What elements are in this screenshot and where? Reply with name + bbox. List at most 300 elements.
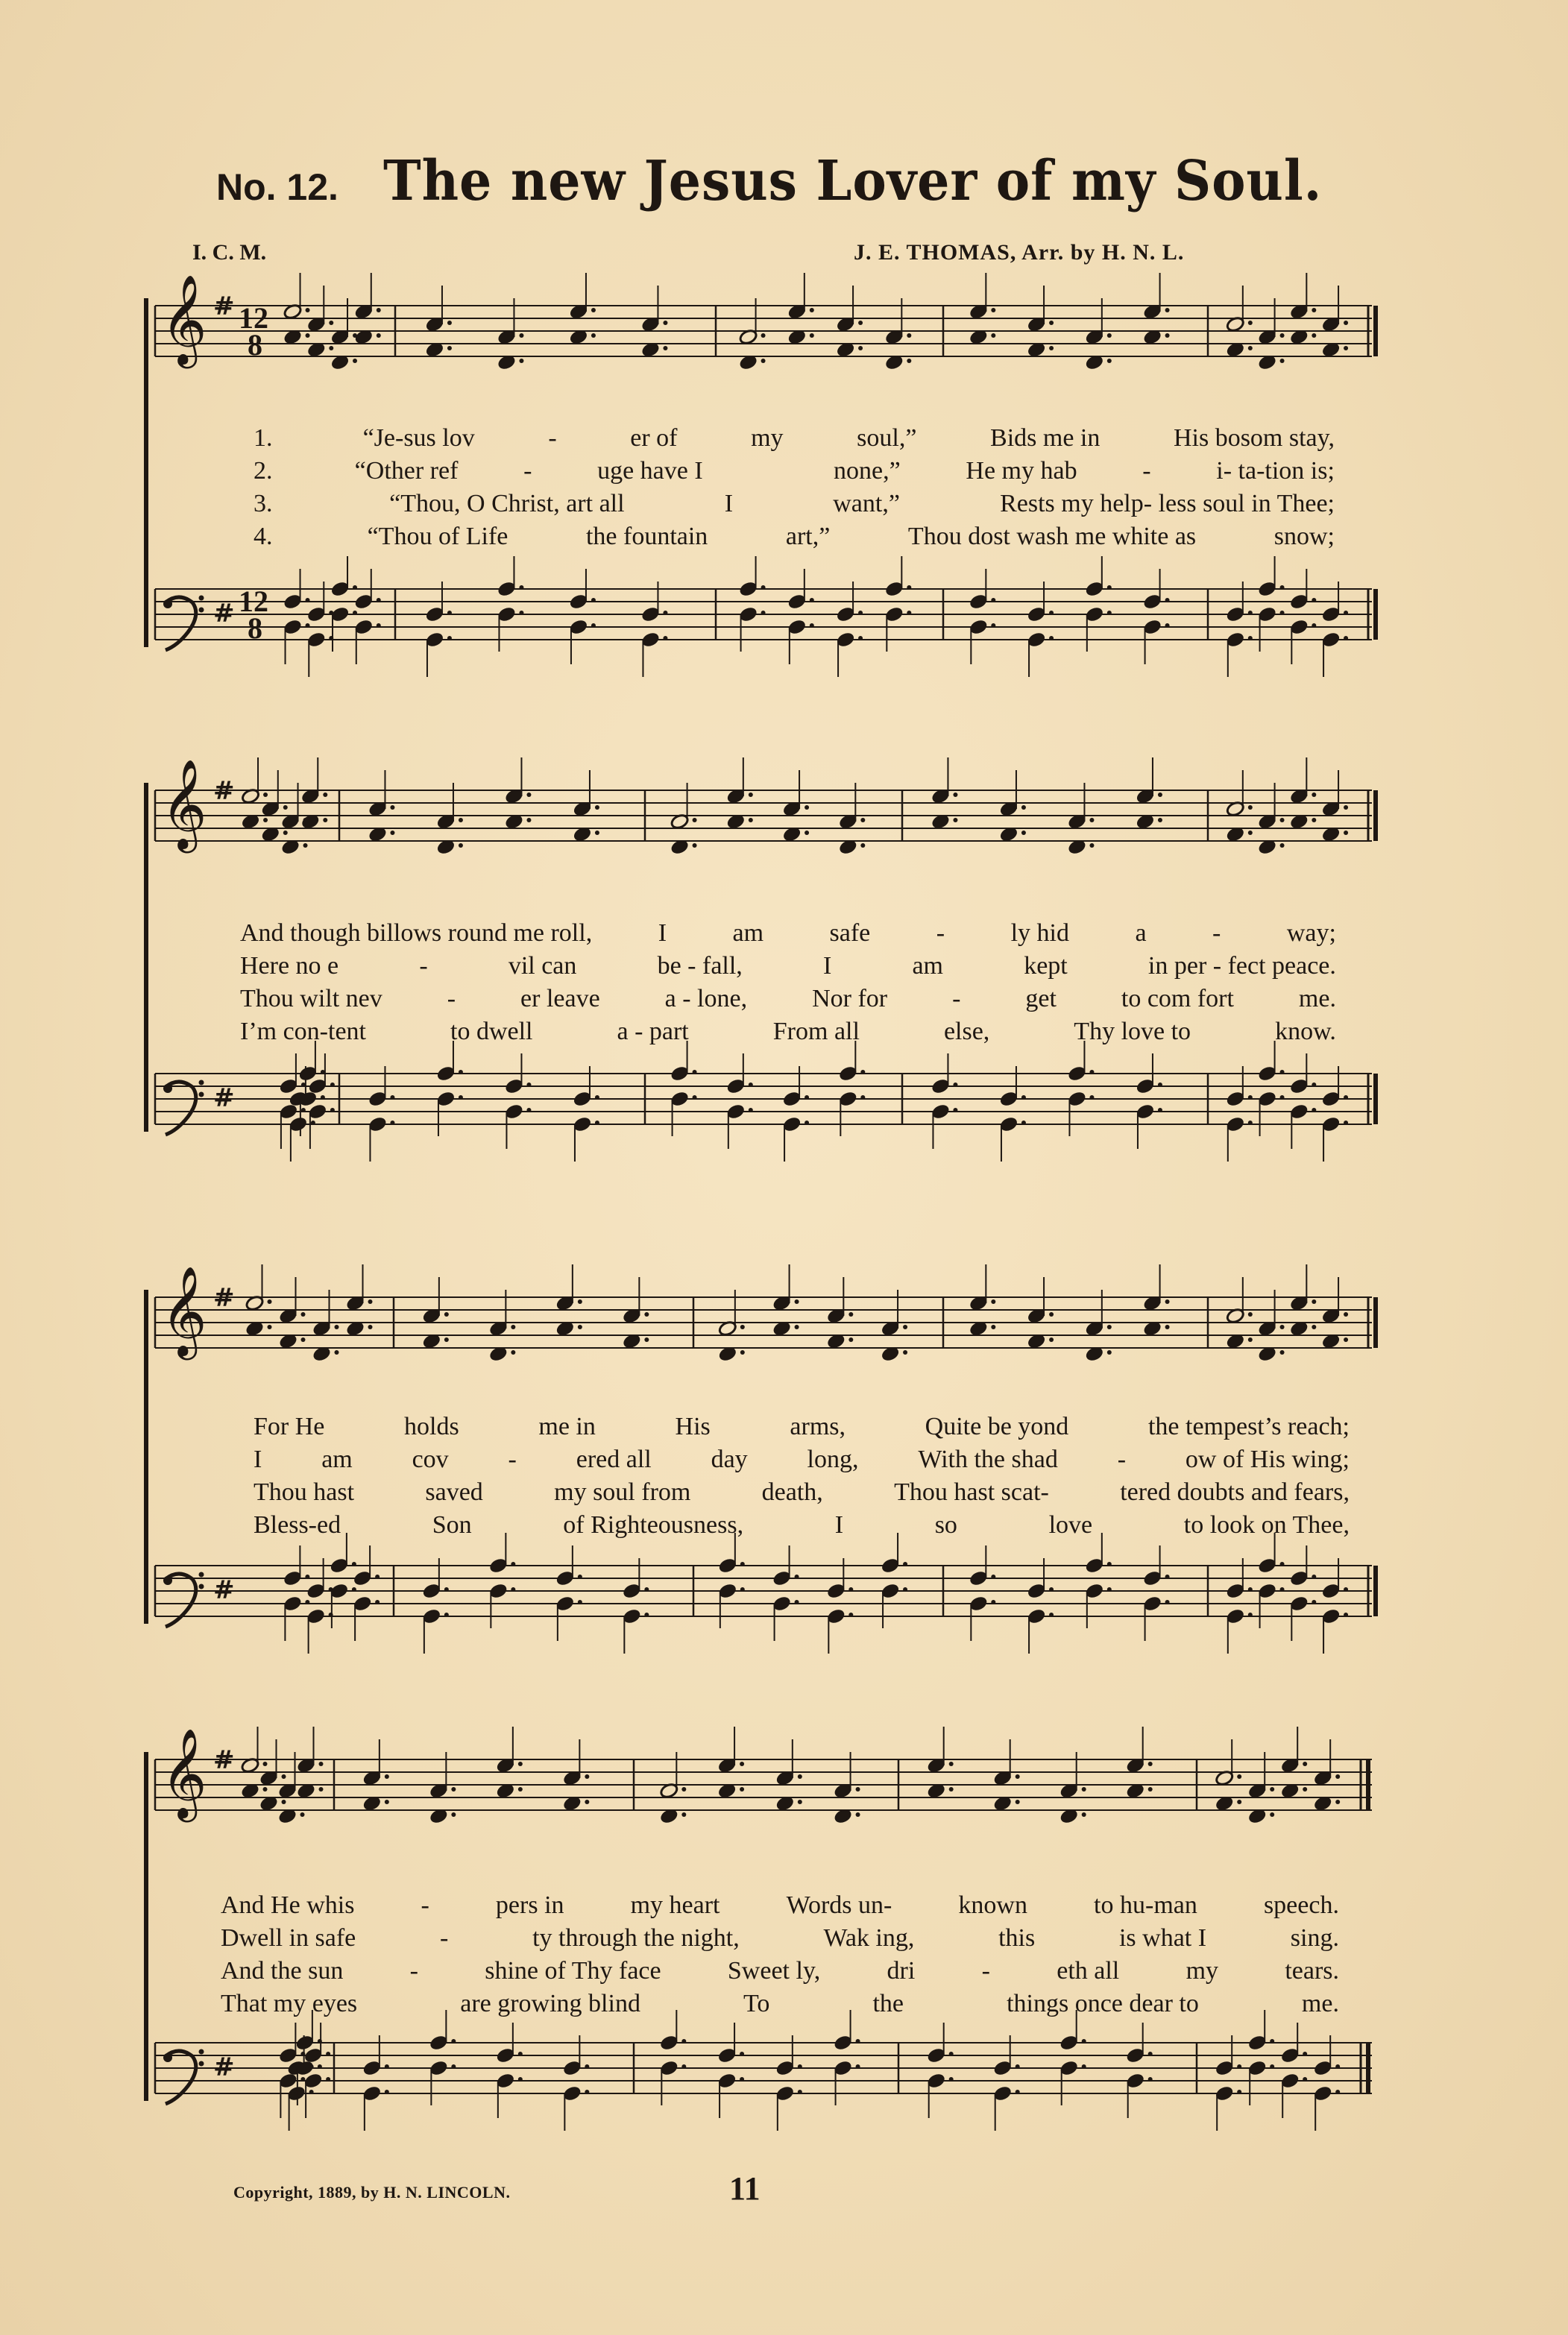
- note-dot: [329, 321, 333, 325]
- note-dot: [1280, 843, 1285, 848]
- lyric-syllable: I’m con-tent: [240, 1018, 366, 1045]
- lyric-syllable: art,”: [785, 523, 831, 550]
- lyric-syllable: Here no e: [240, 952, 339, 980]
- treble-staff: [155, 790, 1372, 841]
- lyric-syllable: -: [936, 919, 945, 947]
- note-dot: [447, 636, 452, 640]
- note-dot: [335, 1325, 339, 1329]
- lyric-syllable: I: [658, 919, 667, 947]
- lyric-syllable: things once dear to: [1007, 1990, 1199, 2017]
- lyric-syllable: For He: [254, 1413, 325, 1440]
- note-dot: [1049, 1613, 1054, 1617]
- lyric-syllable: get: [1025, 985, 1057, 1012]
- note-dot: [451, 1787, 456, 1792]
- lyric-syllable: Sweet ly,: [727, 1957, 821, 1985]
- note-dot: [856, 1812, 860, 1817]
- note-dot: [1158, 818, 1162, 822]
- note-dot: [578, 1299, 582, 1304]
- lyric-syllable: vil can: [508, 952, 577, 980]
- lyric-syllable: I: [822, 952, 832, 980]
- note-dot: [1248, 321, 1253, 325]
- note-dot: [352, 1562, 356, 1566]
- note-dot: [991, 1325, 995, 1329]
- treble-staff: [155, 1759, 1372, 1810]
- note-dot: [795, 1299, 799, 1304]
- note-dot: [810, 308, 814, 312]
- lyric-syllable: me in: [538, 1413, 596, 1440]
- note-dot: [335, 1350, 339, 1355]
- note-dot: [301, 1108, 306, 1112]
- lyric-syllable: to dwell: [450, 1018, 533, 1045]
- note-dot: [1089, 1095, 1094, 1100]
- lyric-syllable: day: [711, 1446, 748, 1473]
- note-dot: [353, 611, 357, 615]
- note-dot: [1021, 831, 1026, 835]
- note-dot: [848, 1312, 853, 1317]
- note-dot: [390, 831, 394, 835]
- note-dot: [860, 843, 865, 848]
- note-dot: [451, 2039, 456, 2043]
- note-dot: [860, 1070, 865, 1074]
- note-dot: [1280, 818, 1285, 822]
- lyric-syllable: way;: [1286, 919, 1336, 947]
- note-dot: [860, 818, 865, 822]
- note-dot: [1280, 1325, 1285, 1329]
- note-dot: [1280, 1350, 1285, 1355]
- note-dot: [644, 1337, 649, 1342]
- note-dot: [644, 1312, 649, 1317]
- note-dot: [693, 843, 697, 848]
- lyric-syllable: I: [724, 490, 734, 517]
- note-dot: [856, 1787, 860, 1792]
- note-dot: [1049, 636, 1054, 640]
- note-dot: [526, 1083, 531, 1087]
- note-dot: [591, 333, 596, 338]
- note-dot: [519, 611, 523, 615]
- lyric-syllable: -: [1212, 919, 1221, 947]
- note-dot: [1344, 636, 1348, 640]
- lyric-line: [254, 520, 1335, 553]
- lyric-syllable: ow of His wing;: [1185, 1446, 1350, 1473]
- lyric-syllable: Nor for: [812, 985, 888, 1012]
- note-dot: [805, 1121, 809, 1125]
- time-signature-top: 12: [239, 584, 268, 618]
- lyric-syllable: I: [834, 1511, 844, 1539]
- note-dot: [907, 359, 911, 363]
- lyric-syllable: this: [998, 1924, 1036, 1952]
- note-dot: [306, 308, 310, 312]
- note-dot: [268, 1299, 272, 1304]
- note-dot: [444, 1587, 449, 1592]
- lyric-syllable: a: [1135, 919, 1147, 947]
- lyric-syllable: Thou hast: [254, 1478, 355, 1506]
- lyric-syllable: ly hid: [1010, 919, 1069, 947]
- note-dot: [1049, 1312, 1054, 1317]
- note-dot: [1248, 636, 1253, 640]
- note-dot: [1049, 611, 1054, 615]
- note-dot: [1107, 1350, 1112, 1355]
- note-dot: [1148, 2077, 1153, 2082]
- note-dot: [903, 1562, 907, 1566]
- note-dot: [858, 321, 863, 325]
- note-dot: [263, 1762, 268, 1766]
- lyric-syllable: His: [675, 1413, 711, 1440]
- note-dot: [749, 1108, 753, 1112]
- note-dot: [740, 1587, 745, 1592]
- lyric-syllable: want,”: [833, 490, 900, 517]
- note-dot: [949, 1762, 954, 1766]
- treble-clef-icon: [161, 1265, 207, 1360]
- lyric-syllable: saved: [425, 1478, 483, 1506]
- lyric-syllable: a - part: [617, 1018, 689, 1045]
- lyric-syllable: arms,: [790, 1413, 846, 1440]
- bass-clef-icon: [163, 1080, 204, 1135]
- lyric-syllable: Wak ing,: [823, 1924, 915, 1952]
- note-dot: [1021, 1095, 1026, 1100]
- note-dot: [459, 843, 463, 848]
- lyric-syllable: Thou hast scat-: [894, 1478, 1049, 1506]
- lyric-syllable: That my eyes: [221, 1990, 358, 2017]
- note-dot: [263, 792, 268, 797]
- note-dot: [1303, 1787, 1307, 1792]
- note-dot: [323, 792, 327, 797]
- note-dot: [1248, 1587, 1253, 1592]
- lyric-syllable: er of: [630, 424, 678, 452]
- note-dot: [1270, 2039, 1274, 2043]
- note-dot: [848, 1587, 853, 1592]
- lyric-syllable: be - fall,: [657, 952, 743, 980]
- note-dot: [591, 598, 596, 602]
- lyric-syllable: Dwell in safe: [221, 1924, 356, 1952]
- note-dot: [518, 2052, 523, 2056]
- verse-number: 2.: [254, 457, 273, 485]
- note-dot: [681, 2064, 686, 2069]
- time-signature-top: 12: [239, 301, 268, 335]
- note-dot: [1158, 1083, 1162, 1087]
- note-dot: [1021, 805, 1026, 810]
- note-dot: [578, 1600, 582, 1604]
- lyric-syllable: me.: [1298, 985, 1336, 1012]
- note-dot: [949, 2077, 954, 2082]
- svg-text:𝄞: 𝄞: [161, 758, 207, 849]
- note-dot: [1312, 333, 1316, 338]
- note-dot: [1248, 1121, 1253, 1125]
- lyric-syllable: the: [872, 1990, 904, 2017]
- lyrics-block-3: [254, 1411, 1350, 1542]
- note-dot: [798, 1800, 802, 1804]
- lyric-syllable: Thy love to: [1074, 1018, 1191, 1045]
- note-dot: [907, 611, 911, 615]
- lyric-syllable: my: [751, 424, 784, 452]
- note-dot: [1344, 1095, 1348, 1100]
- note-dot: [860, 1095, 865, 1100]
- note-dot: [330, 1083, 335, 1087]
- lyric-syllable: cov: [412, 1446, 449, 1473]
- note-dot: [519, 359, 523, 363]
- note-dot: [749, 818, 753, 822]
- lyric-syllable: are growing blind: [460, 1990, 640, 2017]
- note-dot: [903, 1350, 907, 1355]
- note-dot: [1237, 2064, 1241, 2069]
- note-dot: [321, 1095, 325, 1100]
- note-dot: [1312, 1325, 1316, 1329]
- lyric-line: [221, 1988, 1339, 2020]
- treble-clef-icon: [161, 1727, 207, 1822]
- lyric-syllable: none,”: [834, 457, 901, 485]
- note-dot: [953, 818, 957, 822]
- lyric-syllable: Quite be yond: [925, 1413, 1069, 1440]
- note-dot: [1312, 818, 1316, 822]
- note-dot: [447, 611, 452, 615]
- lyric-syllable: speech.: [1263, 1891, 1339, 1919]
- note-dot: [1089, 843, 1094, 848]
- note-dot: [1016, 2064, 1020, 2069]
- note-dot: [305, 1575, 309, 1579]
- note-dot: [949, 1787, 954, 1792]
- note-dot: [798, 2090, 802, 2094]
- lyric-syllable: dri: [887, 1957, 916, 1985]
- lyric-syllable: “Other ref: [354, 457, 459, 485]
- note-dot: [385, 2064, 389, 2069]
- note-dot: [903, 1325, 907, 1329]
- lyric-syllable: snow;: [1273, 523, 1335, 550]
- note-dot: [595, 831, 599, 835]
- note-dot: [1021, 1121, 1026, 1125]
- note-dot: [1049, 346, 1054, 350]
- lyric-line: [254, 455, 1335, 488]
- note-dot: [1148, 1762, 1153, 1766]
- note-dot: [663, 321, 667, 325]
- lyric-syllable: me.: [1301, 1990, 1339, 2017]
- lyric-syllable: to hu-man: [1094, 1891, 1197, 1919]
- lyric-syllable: -: [409, 1957, 418, 1985]
- note-dot: [385, 1774, 389, 1779]
- note-dot: [1107, 359, 1112, 363]
- sharp-key-signature-icon: #: [213, 1575, 235, 1605]
- note-dot: [1016, 2090, 1020, 2094]
- note-dot: [693, 818, 697, 822]
- note-dot: [390, 1095, 394, 1100]
- note-dot: [585, 2090, 589, 2094]
- note-dot: [1049, 1587, 1054, 1592]
- note-dot: [749, 792, 753, 797]
- lyric-syllable: a - lone,: [664, 985, 748, 1012]
- note-dot: [319, 1787, 324, 1792]
- lyrics-block-4: [221, 1889, 1339, 2020]
- note-dot: [1312, 308, 1316, 312]
- lyric-syllable: holds: [404, 1413, 459, 1440]
- lyric-syllable: the fountain: [585, 523, 708, 550]
- treble-staff: [155, 306, 1372, 356]
- note-dot: [1280, 611, 1285, 615]
- sharp-key-signature-icon: #: [213, 1745, 235, 1775]
- note-dot: [1165, 623, 1170, 628]
- note-dot: [368, 1299, 373, 1304]
- note-dot: [1280, 585, 1285, 590]
- note-dot: [585, 2064, 589, 2069]
- note-dot: [991, 1600, 995, 1604]
- lyric-syllable: -: [1142, 457, 1151, 485]
- note-dot: [858, 636, 863, 640]
- copyright-notice: Copyright, 1889, by H. N. LINCOLN.: [233, 2183, 511, 2202]
- lyric-line: [254, 1411, 1350, 1443]
- lyric-syllable: eth all: [1057, 1957, 1120, 1985]
- note-dot: [761, 359, 766, 363]
- note-dot: [306, 623, 310, 628]
- note-dot: [377, 308, 381, 312]
- sharp-key-signature-icon: #: [213, 776, 235, 806]
- note-dot: [1280, 333, 1285, 338]
- meter-label: I. C. M.: [192, 240, 267, 265]
- note-dot: [306, 333, 310, 338]
- note-dot: [907, 333, 911, 338]
- lyric-syllable: shine of Thy face: [485, 1957, 661, 1985]
- note-dot: [368, 1325, 373, 1329]
- note-dot: [693, 1070, 697, 1074]
- lyric-syllable: -: [1117, 1446, 1127, 1473]
- lyric-syllable: am: [912, 952, 944, 980]
- note-dot: [385, 1800, 389, 1804]
- lyric-syllable: else,: [943, 1018, 990, 1045]
- note-dot: [1270, 2064, 1274, 2069]
- note-dot: [595, 1095, 599, 1100]
- note-dot: [1248, 805, 1253, 810]
- lyric-syllable: know.: [1275, 1018, 1336, 1045]
- note-dot: [681, 2039, 686, 2043]
- title-row: [216, 149, 1404, 216]
- note-dot: [1344, 805, 1348, 810]
- note-dot: [903, 1587, 907, 1592]
- note-dot: [953, 792, 957, 797]
- note-dot: [375, 1575, 380, 1579]
- note-dot: [309, 2090, 314, 2094]
- lyric-line: [254, 422, 1335, 455]
- lyric-syllable: love: [1048, 1511, 1093, 1539]
- lyric-line: [254, 488, 1335, 520]
- note-dot: [301, 1312, 306, 1317]
- note-dot: [761, 585, 766, 590]
- lyric-syllable: To: [743, 1990, 770, 2017]
- note-dot: [1082, 1812, 1086, 1817]
- lyric-line: [254, 1476, 1350, 1509]
- note-dot: [377, 333, 381, 338]
- composer-credit: J. E. THOMAS, Arr. by H. N. L.: [854, 240, 1185, 265]
- lyric-syllable: -: [421, 1891, 429, 1919]
- note-dot: [1312, 1575, 1316, 1579]
- note-dot: [451, 1812, 456, 1817]
- lyric-syllable: Words un-: [786, 1891, 892, 1919]
- lyric-syllable: His bosom stay,: [1173, 424, 1335, 452]
- verse-number: 3.: [254, 490, 273, 517]
- lyric-syllable: With the shad: [918, 1446, 1058, 1473]
- note-dot: [1089, 1070, 1094, 1074]
- note-dot: [1165, 1600, 1170, 1604]
- note-dot: [518, 1787, 523, 1792]
- note-dot: [740, 2052, 744, 2056]
- lyric-line: [221, 1955, 1339, 1988]
- note-dot: [1303, 1762, 1307, 1766]
- note-dot: [1148, 1787, 1153, 1792]
- note-dot: [1237, 2090, 1241, 2094]
- note-dot: [644, 1587, 649, 1592]
- note-dot: [848, 1613, 853, 1617]
- sharp-key-signature-icon: #: [213, 2052, 235, 2082]
- note-dot: [519, 585, 523, 590]
- note-dot: [1344, 346, 1348, 350]
- treble-clef-icon: [161, 758, 207, 853]
- lyric-syllable: of Righteousness,: [563, 1511, 744, 1539]
- lyric-syllable: I: [254, 1446, 262, 1473]
- note-dot: [1016, 1774, 1020, 1779]
- lyric-syllable: tered doubts and fears,: [1120, 1478, 1350, 1506]
- note-dot: [795, 1575, 799, 1579]
- note-dot: [663, 611, 667, 615]
- lyric-syllable: sing.: [1290, 1924, 1339, 1952]
- note-dot: [991, 308, 995, 312]
- lyric-syllable: And though billows round me roll,: [240, 919, 593, 947]
- note-dot: [1158, 792, 1162, 797]
- lyric-syllable: And the sun: [221, 1957, 344, 1985]
- note-dot: [511, 1562, 515, 1566]
- note-dot: [1270, 1812, 1274, 1817]
- note-dot: [1312, 1108, 1316, 1112]
- lyric-syllable: soul,”: [857, 424, 917, 452]
- note-dot: [283, 831, 288, 835]
- note-dot: [1280, 1070, 1285, 1074]
- note-dot: [1165, 1299, 1170, 1304]
- note-dot: [949, 2052, 954, 2056]
- lyric-syllable: -: [952, 985, 961, 1012]
- lyric-syllable: -: [447, 985, 456, 1012]
- hymn-title: The new Jesus Lover of my Soul.: [382, 149, 1323, 213]
- note-dot: [740, 1350, 745, 1355]
- note-dot: [585, 1800, 589, 1804]
- note-dot: [856, 2039, 860, 2043]
- time-signature: [239, 301, 268, 362]
- lyric-syllable: so: [934, 1511, 957, 1539]
- note-dot: [459, 1070, 463, 1074]
- lyric-line: [254, 1443, 1350, 1476]
- note-dot: [1280, 1587, 1285, 1592]
- note-dot: [319, 1762, 324, 1766]
- lyric-syllable: to look on Thee,: [1183, 1511, 1350, 1539]
- note-dot: [318, 2064, 322, 2069]
- note-dot: [1107, 1325, 1112, 1329]
- note-dot: [1312, 1600, 1316, 1604]
- treble-staff: [155, 1297, 1372, 1348]
- note-dot: [1335, 2090, 1340, 2094]
- bass-clef-icon: [163, 596, 204, 651]
- lyric-syllable: i- ta-tion is;: [1216, 457, 1335, 485]
- note-dot: [1280, 1562, 1285, 1566]
- lyric-syllable: From all: [772, 1018, 860, 1045]
- note-dot: [447, 321, 452, 325]
- note-dot: [749, 1083, 753, 1087]
- lyric-syllable: Thou wilt nev: [240, 985, 382, 1012]
- note-dot: [991, 1299, 995, 1304]
- note-dot: [1303, 2077, 1307, 2082]
- note-dot: [693, 1095, 697, 1100]
- note-dot: [329, 346, 333, 350]
- note-dot: [300, 1812, 305, 1817]
- note-dot: [1248, 346, 1253, 350]
- note-dot: [578, 1575, 582, 1579]
- note-dot: [263, 818, 268, 822]
- note-dot: [591, 308, 596, 312]
- note-dot: [1165, 1575, 1170, 1579]
- note-dot: [740, 1787, 744, 1792]
- note-dot: [444, 1312, 449, 1317]
